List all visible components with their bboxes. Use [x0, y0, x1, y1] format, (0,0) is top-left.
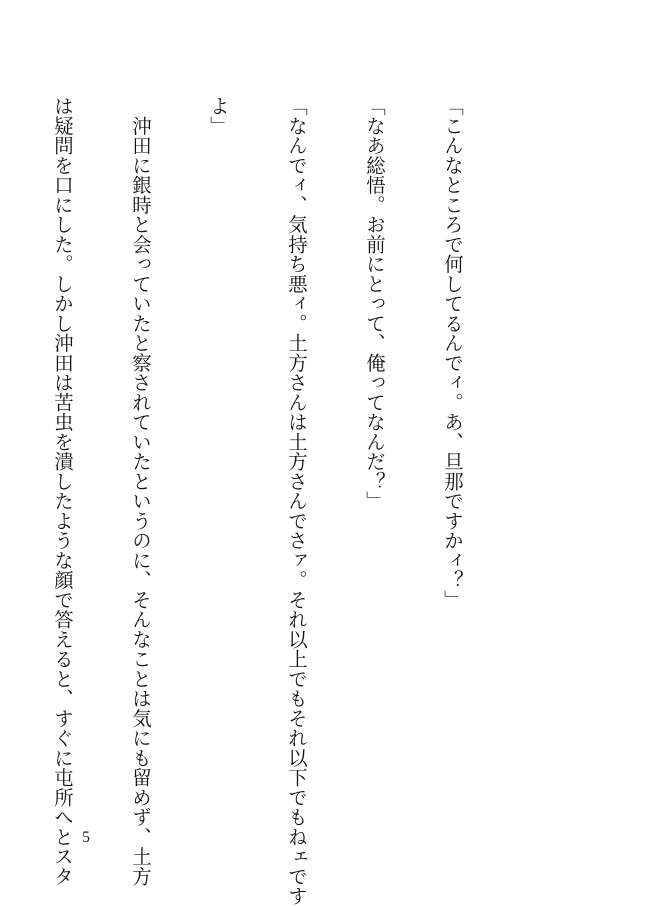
vertical-text-body	[0, 96, 517, 906]
text-line: 「なあ総悟。お前にとって、俺ってなんだ？」	[363, 96, 386, 511]
text-line: 「こんなところで何してるんでィ。あ、旦那ですかィ？」	[441, 96, 464, 610]
text-line: は疑問を口にした。しかし沖田は苦虫を潰したような顔で答えると、すぐに屯所へとスタ	[51, 96, 74, 886]
text-line: 「なんでィ、気持ち悪ィ。土方さんは土方さんでさァ。それ以上でもそれ以下でもねェです	[285, 96, 308, 906]
page-number: 5	[82, 829, 90, 846]
text-line: 沖田に銀時と会っていたと察されていたというのに、そんなことは気にも留めず、土方	[129, 96, 152, 886]
text-line: よ」	[207, 96, 230, 136]
